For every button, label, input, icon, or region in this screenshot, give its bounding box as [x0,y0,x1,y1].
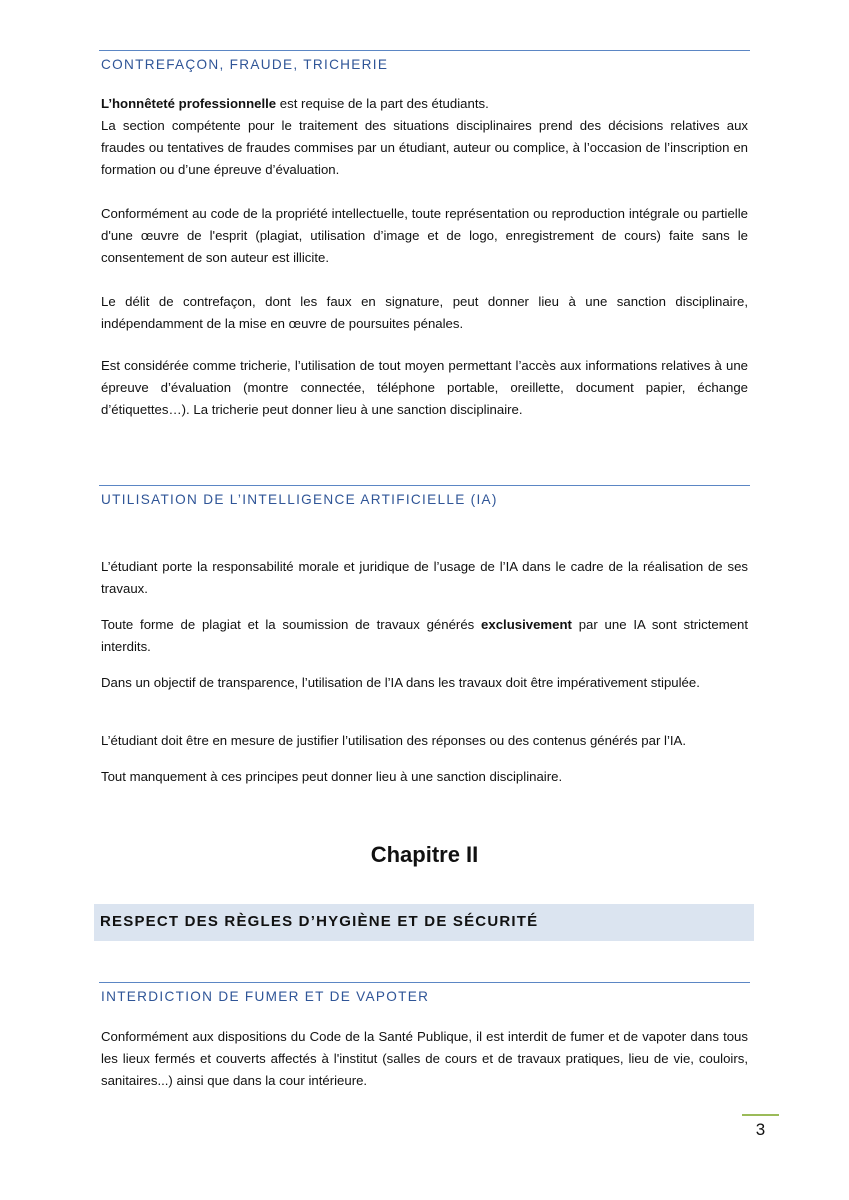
chapter-section-title: RESPECT DES RÈGLES D’HYGIÈNE ET DE SÉCURITÉ [100,913,539,930]
paragraph: L’étudiant porte la responsabilité morale et juridique de l’usage de l’IA dans le cadre de la réalisation de ses travaux. [101,559,748,596]
bold-text: L’honnêteté professionnelle [101,96,277,111]
paragraph: Dans un objectif de transparence, l’utilisation de l’IA dans les travaux doit être impérativement stipulée. [101,675,700,690]
footer-divider [742,1114,779,1116]
section-divider [99,50,750,51]
bold-text: exclusivement [481,617,572,632]
paragraph [101,614,748,658]
chapter-section-band [94,904,754,941]
paragraph-text: est requise de la part des étudiants. [276,96,489,111]
paragraph: Tout manquement à ces principes peut donner lieu à une sanction disciplinaire. [101,769,563,784]
section-heading-ia: UTILISATION DE L’INTELLIGENCE ARTIFICIELLE (IA) [101,492,498,507]
paragraph: La section compétente pour le traitement des situations disciplinaires prend des décisions relatives aux fraudes ou tentatives de fraudes commises par un étudiant, auteur ou complice, à l’occasion de l’inscription en formation ou d’une épreuve d’évaluation. [101,118,748,177]
paragraph: Le délit de contrefaçon, dont les faux en signature, peut donner lieu à une sanction disciplinaire, indépendamment de la mise en œuvre de poursuites pénales. [101,294,748,331]
paragraph [101,93,748,115]
paragraph-text: Toute forme de plagiat et la soumission de travaux générés [101,617,482,632]
section-heading-contrefacon: CONTREFAÇON, FRAUDE, TRICHERIE [101,57,389,72]
paragraph: Conformément aux dispositions du Code de la Santé Publique, il est interdit de fumer et de vapoter dans tous les lieux fermés et couverts affectés à l'institut (salles de cours et de travaux pratiques, lieu de vie, couloirs, sanitaires...) ainsi que dans la cour intérieure. [101,1029,748,1088]
section-heading-fumer: INTERDICTION DE FUMER ET DE VAPOTER [101,989,430,1004]
paragraph: Est considérée comme tricherie, l’utilisation de tout moyen permettant l’accès aux informations relatives à une épreuve d’évaluation (montre connectée, téléphone portable, oreillette, document papier, échange d’étiquettes…). La tricherie peut donner lieu à une sanction disciplinaire. [101,358,748,417]
section-divider [99,485,750,486]
paragraph-text: par une IA sont strictement interdits. [101,617,749,654]
paragraph: Conformément au code de la propriété intellectuelle, toute représentation ou reproduction intégrale ou partielle d'une œuvre de l'esprit (plagiat, utilisation d’image et de logo, enregistrement de cours) faite sans le consentement de son auteur est illicite. [101,206,748,265]
page-number: 3 [755,1120,766,1139]
section-divider [99,982,750,983]
chapter-title: Chapitre II [370,842,479,867]
paragraph: L’étudiant doit être en mesure de justifier l’utilisation des réponses ou des contenus générés par l’IA. [101,733,686,748]
